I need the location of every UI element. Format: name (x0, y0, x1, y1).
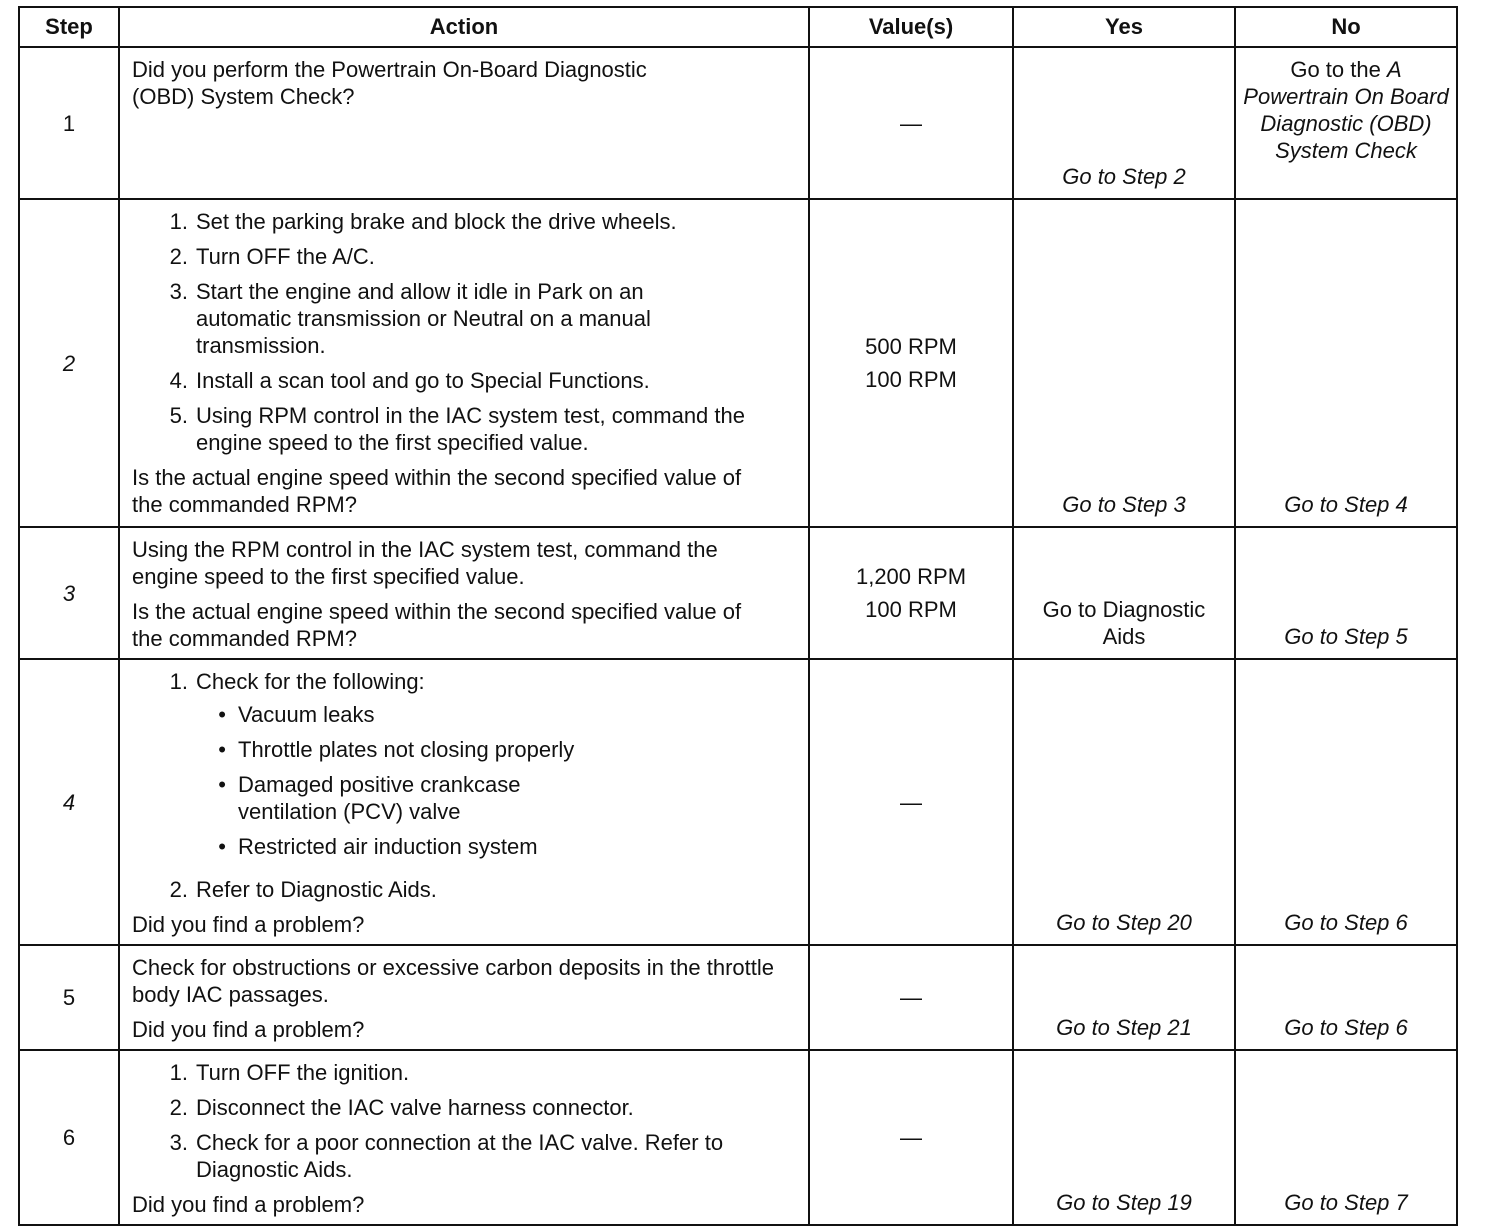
action-cell (119, 659, 809, 945)
action-cell (119, 199, 809, 527)
no-prefix: Go to the (1290, 57, 1387, 82)
step-number: 6 (19, 1050, 119, 1225)
action-cell (119, 1050, 809, 1225)
no-cell: Go to Step 5 (1235, 527, 1457, 659)
action-question: Did you find a problem? (132, 1017, 365, 1042)
list-item: 2. Turn OFF the A/C. (132, 243, 796, 270)
action-cell (119, 945, 809, 1050)
bullet-item: • Vacuum leaks (218, 702, 375, 727)
value-tolerance: 100 RPM (865, 367, 957, 392)
table-row (19, 527, 1457, 659)
list-item-text: Check for a poor connection at the IAC valve. Refer to Diagnostic Aids. (196, 1130, 724, 1182)
header-values: Value(s) (809, 7, 1013, 47)
bullet-item: • Throttle plates not closing properly (218, 737, 575, 762)
no-cell (1235, 47, 1457, 199)
yes-cell: Go to Diagnostic Aids (1013, 527, 1235, 659)
step-number: 5 (19, 945, 119, 1050)
bullet-item: • Damaged positive crankcase ventilation (PCV) valve (132, 771, 796, 825)
value-dash: — (900, 110, 922, 136)
values-cell (809, 945, 1013, 1050)
action-question: Is the actual engine speed within the second specified value of the commanded RPM? (132, 465, 742, 517)
step-number: 3 (19, 527, 119, 659)
list-item-text: Install a scan tool and go to Special Functions. (196, 368, 650, 393)
list-item-text: Turn OFF the ignition. (196, 1060, 410, 1085)
table-row (19, 945, 1457, 1050)
yes-cell: Go to Step 20 (1013, 659, 1235, 945)
value-dash: — (900, 985, 922, 1010)
list-item: 1. Set the parking brake and block the drive wheels. (132, 208, 796, 235)
action-text: Check for obstructions or excessive carbon deposits in the throttle body IAC passages. (132, 955, 774, 1007)
list-item: 3. Check for a poor connection at the IAC valve. Refer to Diagnostic Aids. (132, 1129, 796, 1183)
list-item-text: Start the engine and allow it idle in Park on an automatic transmission or Neutral on a manual transmission. (196, 279, 651, 358)
bullet-text: Damaged positive crankcase ventilation (PCV) valve (238, 772, 521, 824)
values-cell (809, 659, 1013, 945)
bullet-text: Restricted air induction system (238, 834, 538, 859)
table-row (19, 659, 1457, 945)
values-cell (809, 527, 1013, 659)
step-number: 1 (19, 47, 119, 199)
bullet-item: • Restricted air induction system (218, 834, 538, 859)
yes-cell: Go to Step 19 (1013, 1050, 1235, 1225)
action-list (132, 1059, 796, 1183)
list-item: 5. Using RPM control in the IAC system test, command the engine speed to the first specified value. (132, 402, 796, 456)
list-item: 1. Turn OFF the ignition. (132, 1059, 796, 1086)
bullet-text: Throttle plates not closing properly (238, 737, 575, 762)
no-cell: Go to Step 4 (1235, 199, 1457, 527)
values-cell (809, 1050, 1013, 1225)
action-list (132, 668, 796, 903)
action-question: Is the actual engine speed within the second specified value of the commanded RPM? (132, 599, 742, 651)
value-dash: — (900, 1125, 922, 1150)
value-primary: 500 RPM (865, 334, 957, 359)
value-primary: 1,200 RPM (855, 564, 967, 589)
step-number: 4 (19, 659, 119, 945)
list-item-text: Check for the following: (196, 669, 425, 694)
diagnostic-table (18, 6, 1458, 1226)
yes-cell: Go to Step 2 (1013, 47, 1235, 199)
list-item: 2. Refer to Diagnostic Aids. (132, 876, 796, 903)
list-item: 2. Disconnect the IAC valve harness connector. (132, 1094, 796, 1121)
value-dash: — (900, 789, 922, 815)
no-reference: A Powertrain On Board Diagnostic (OBD) System Check (1243, 57, 1449, 163)
no-cell: Go to Step 6 (1235, 945, 1457, 1050)
yes-cell: Go to Step 3 (1013, 199, 1235, 527)
list-item-text: Set the parking brake and block the drive wheels. (196, 209, 677, 234)
header-yes: Yes (1013, 7, 1235, 47)
action-text: Using the RPM control in the IAC system test, command the engine speed to the first specified value. (132, 537, 718, 589)
yes-cell: Go to Step 21 (1013, 945, 1235, 1050)
list-item-text: Using RPM control in the IAC system test, command the engine speed to the first specified value. (196, 403, 745, 455)
no-cell: Go to Step 6 (1235, 659, 1457, 945)
list-item: 4. Install a scan tool and go to Special Functions. (132, 367, 796, 394)
action-question: Did you find a problem? (132, 1192, 365, 1217)
values-cell (809, 199, 1013, 527)
action-text: Did you perform the Powertrain On-Board Diagnostic (OBD) System Check? (132, 57, 647, 109)
action-cell (119, 527, 809, 659)
step-number: 2 (19, 199, 119, 527)
list-item-text: Disconnect the IAC valve harness connector. (196, 1095, 634, 1120)
header-action: Action (119, 7, 809, 47)
header-row (19, 7, 1457, 47)
list-item-text: Refer to Diagnostic Aids. (196, 877, 437, 902)
no-cell: Go to Step 7 (1235, 1050, 1457, 1225)
list-item: 3. Start the engine and allow it idle in Park on an automatic transmission or Neutral on a manual transmission. (132, 278, 796, 359)
table-row (19, 1050, 1457, 1225)
table-row (19, 47, 1457, 199)
values-cell (809, 47, 1013, 199)
action-question: Did you find a problem? (132, 912, 365, 937)
table-row (19, 199, 1457, 527)
list-item-text: Turn OFF the A/C. (196, 244, 375, 269)
bullet-list (132, 701, 796, 868)
bullet-text: Vacuum leaks (238, 702, 375, 727)
action-list (132, 208, 796, 456)
value-tolerance: 100 RPM (865, 597, 957, 622)
header-step: Step (19, 7, 119, 47)
header-no: No (1235, 7, 1457, 47)
action-cell (119, 47, 809, 199)
list-item: 1. Check for the following: • Vacuum leaks • Throttle plates not closing properly • Damaged positive crankcase ventilation (PCV) valve • Restricted air induction system (132, 668, 796, 868)
